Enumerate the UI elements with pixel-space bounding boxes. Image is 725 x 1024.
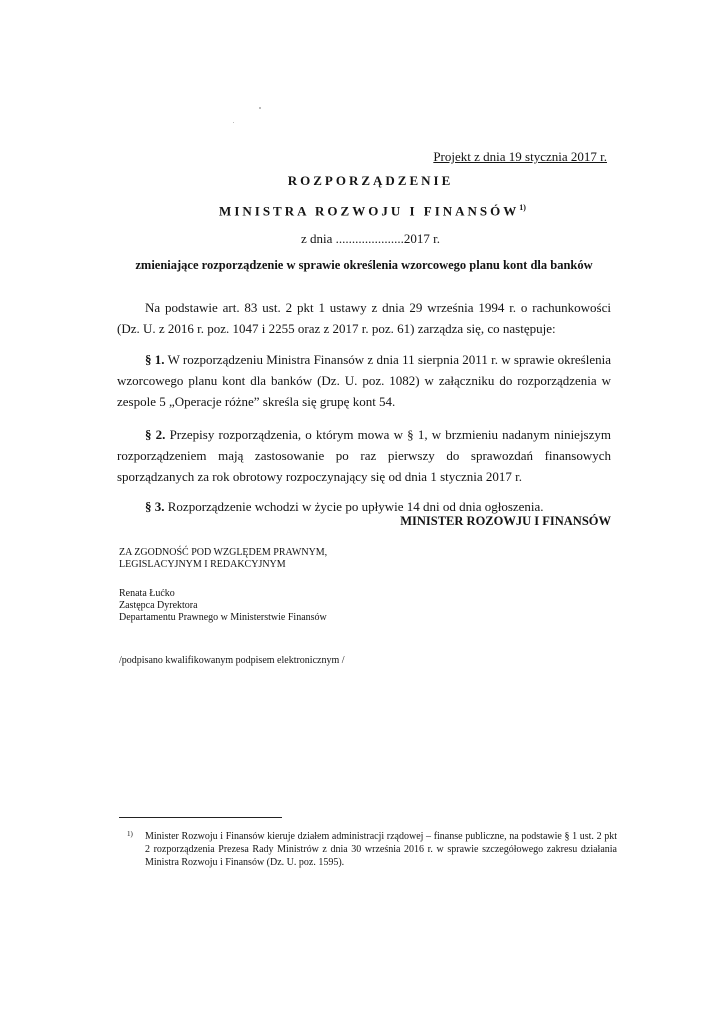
regulation-subject: zmieniające rozporządzenie w sprawie określenia wzorcowego planu kont dla banków [135, 258, 593, 272]
section-3-text: Rozporządzenie wchodzi w życie po upływie 14 dni od dnia ogłoszenia. [164, 499, 544, 514]
section-2 [117, 424, 611, 487]
footnote-text: Minister Rozwoju i Finansów kieruje działem administracji rządowej – finanse publiczne, na podstawie § 1 ust. 2 pkt 2 rozporządzenia Prezesa Rady Ministrów z dnia 30 września 2016 r. w sprawie szczegółowego zakresu działania Ministra Rozwoju i Finansów (Dz. U. poz. 1595). [145, 831, 617, 868]
signer-position: Zastępca Dyrektora [119, 600, 198, 611]
section-2-text: Przepisy rozporządzenia, o którym mowa w § 1, w brzmieniu nadanym niniejszym rozporządzeniem mają zastosowanie po raz pierwszy do sprawozdań finansowych sporządzanych za rok obrotowy rozpoczynający się od dnia 1 stycznia 2017 r. [117, 427, 612, 484]
signer-name: Renata Łućko [119, 588, 175, 599]
issuer-title [10, 203, 725, 219]
footnote-mark: 1) [127, 830, 133, 838]
section-3-mark: § 3. [145, 499, 165, 514]
section-1-mark: § 1. [145, 352, 165, 367]
conformity-line-2: LEGISLACYJNYM I REDAKCYJNYM [119, 559, 286, 570]
conformity-stamp [119, 547, 327, 571]
section-1-text: W rozporządzeniu Ministra Finansów z dnia 11 sierpnia 2011 r. w sprawie określenia wzorcowego planu kont dla banków (Dz. U. poz. 1082) w załączniku do rozporządzenia w zespole 5 „Operacje różne” skreśla się grupę kont 54. [117, 352, 611, 409]
document-type-title: ROZPORZĄDZENIE [287, 173, 454, 188]
scan-speck [259, 107, 261, 109]
minister-signature: MINISTER ROZOWJU I FINANSÓW [400, 514, 611, 528]
section-1 [117, 349, 611, 412]
footnote-divider [119, 817, 282, 818]
conformity-line-1: ZA ZGODNOŚĆ POD WZGLĘDEM PRAWNYM, [119, 547, 328, 558]
issuer-name: MINISTRA ROZWOJU I FINANSÓW [219, 203, 520, 219]
legal-basis-paragraph [117, 297, 611, 339]
signer-department: Departamentu Prawnego w Ministerstwie Finansów [119, 612, 327, 623]
signer-block [119, 588, 327, 624]
electronic-signature-note: /podpisano kwalifikowanym podpisem elektronicznym / [119, 655, 345, 666]
section-2-mark: § 2. [145, 427, 166, 442]
legal-basis-text: Na podstawie art. 83 ust. 2 pkt 1 ustawy z dnia 29 września 1994 r. o rachunkowości (Dz. U. z 2016 r. poz. 1047 i 2255 oraz z 2017 r. poz. 61) zarządza się, co następuje: [117, 300, 611, 336]
scan-speck [233, 122, 234, 123]
footnote [127, 830, 617, 869]
issue-date-line: z dnia .....................2017 r. [300, 231, 440, 246]
project-date: Projekt z dnia 19 stycznia 2017 r. [433, 149, 607, 164]
footnote-reference: 1) [519, 203, 526, 212]
